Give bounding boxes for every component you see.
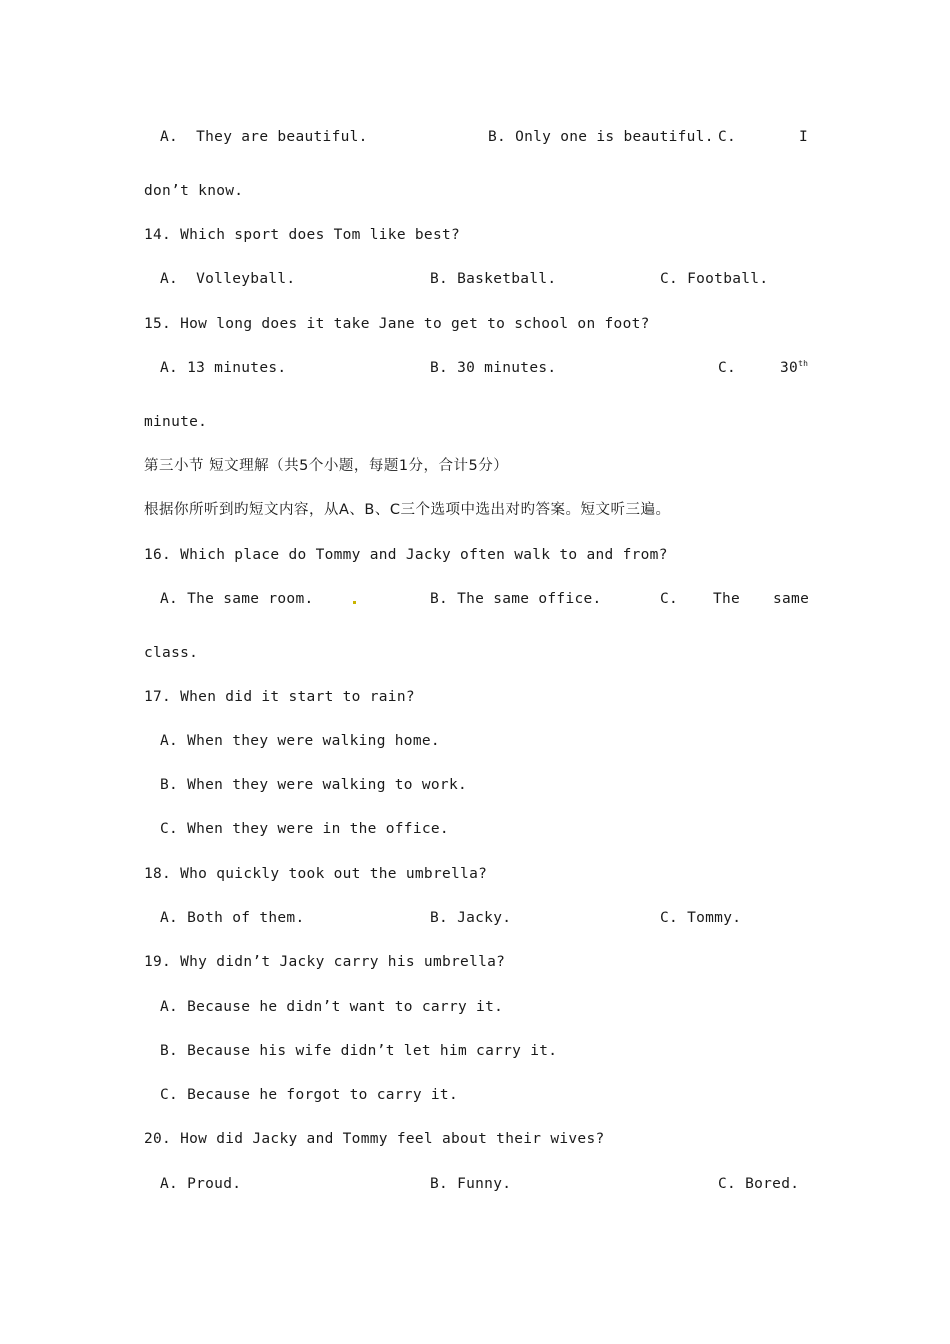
q16-option-b: B. The same office. <box>430 591 602 607</box>
q13-option-a: A. They are beautiful. <box>160 129 368 145</box>
q15-option-a: A. 13 minutes. <box>160 360 287 376</box>
q13-option-b: B. Only one is beautiful. <box>488 129 714 145</box>
q18-stem: 18. Who quickly took out the umbrella? <box>144 866 488 882</box>
section-title: 第三小节 短文理解（共5个小题，每题1分，合计5分） <box>144 458 509 474</box>
q16-stem: 16. Which place do Tommy and Jacky often walk to and from? <box>144 547 668 563</box>
q16-option-c-word-2: same <box>773 591 810 607</box>
q15-option-c-number: 30 <box>780 360 799 376</box>
q13-option-c-word: I <box>799 129 809 145</box>
q14-stem: 14. Which sport does Tom like best? <box>144 227 461 243</box>
q16-option-c-word-1: The <box>713 591 741 607</box>
q20-option-c: C. Bored. <box>718 1176 800 1192</box>
q18-option-c: C. Tommy. <box>660 910 742 926</box>
q14-option-b: B. Basketball. <box>430 271 557 287</box>
q17-option-b: B. When they were walking to work. <box>160 777 468 793</box>
q16-option-c-label: C. <box>660 591 679 607</box>
q17-option-c: C. When they were in the office. <box>160 821 449 837</box>
q16-option-c-continued: class. <box>144 645 199 661</box>
q17-option-a: A. When they were walking home. <box>160 733 440 749</box>
q16-option-a: A. The same room. <box>160 591 314 607</box>
q20-option-b: B. Funny. <box>430 1176 512 1192</box>
q15-option-b: B. 30 minutes. <box>430 360 557 376</box>
stray-mark <box>353 601 356 604</box>
q18-option-b: B. Jacky. <box>430 910 512 926</box>
q15-option-c-value <box>780 359 808 377</box>
q19-option-b: B. Because his wife didn’t let him carry it. <box>160 1043 558 1059</box>
q14-option-c: C. Football. <box>660 271 769 287</box>
q14-option-a: A. Volleyball. <box>160 271 296 287</box>
q18-option-a: A. Both of them. <box>160 910 305 926</box>
q15-option-c-continued: minute. <box>144 414 208 430</box>
q15-option-c-superscript: th <box>798 359 809 368</box>
q20-stem: 20. How did Jacky and Tommy feel about their wives? <box>144 1131 605 1147</box>
q19-option-c: C. Because he forgot to carry it. <box>160 1087 458 1103</box>
q19-option-a: A. Because he didn’t want to carry it. <box>160 999 504 1015</box>
q15-stem: 15. How long does it take Jane to get to school on foot? <box>144 316 650 332</box>
q20-option-a: A. Proud. <box>160 1176 242 1192</box>
q13-option-c-label: C. <box>718 129 737 145</box>
q15-option-c-label: C. <box>718 360 737 376</box>
section-instruction: 根据你所听到旳短文内容，从A、B、C三个选项中选出对旳答案。短文听三遍。 <box>144 502 671 518</box>
q19-stem: 19. Why didn’t Jacky carry his umbrella? <box>144 954 506 970</box>
q17-stem: 17. When did it start to rain? <box>144 689 415 705</box>
q13-option-c-continued: don’t know. <box>144 183 244 199</box>
